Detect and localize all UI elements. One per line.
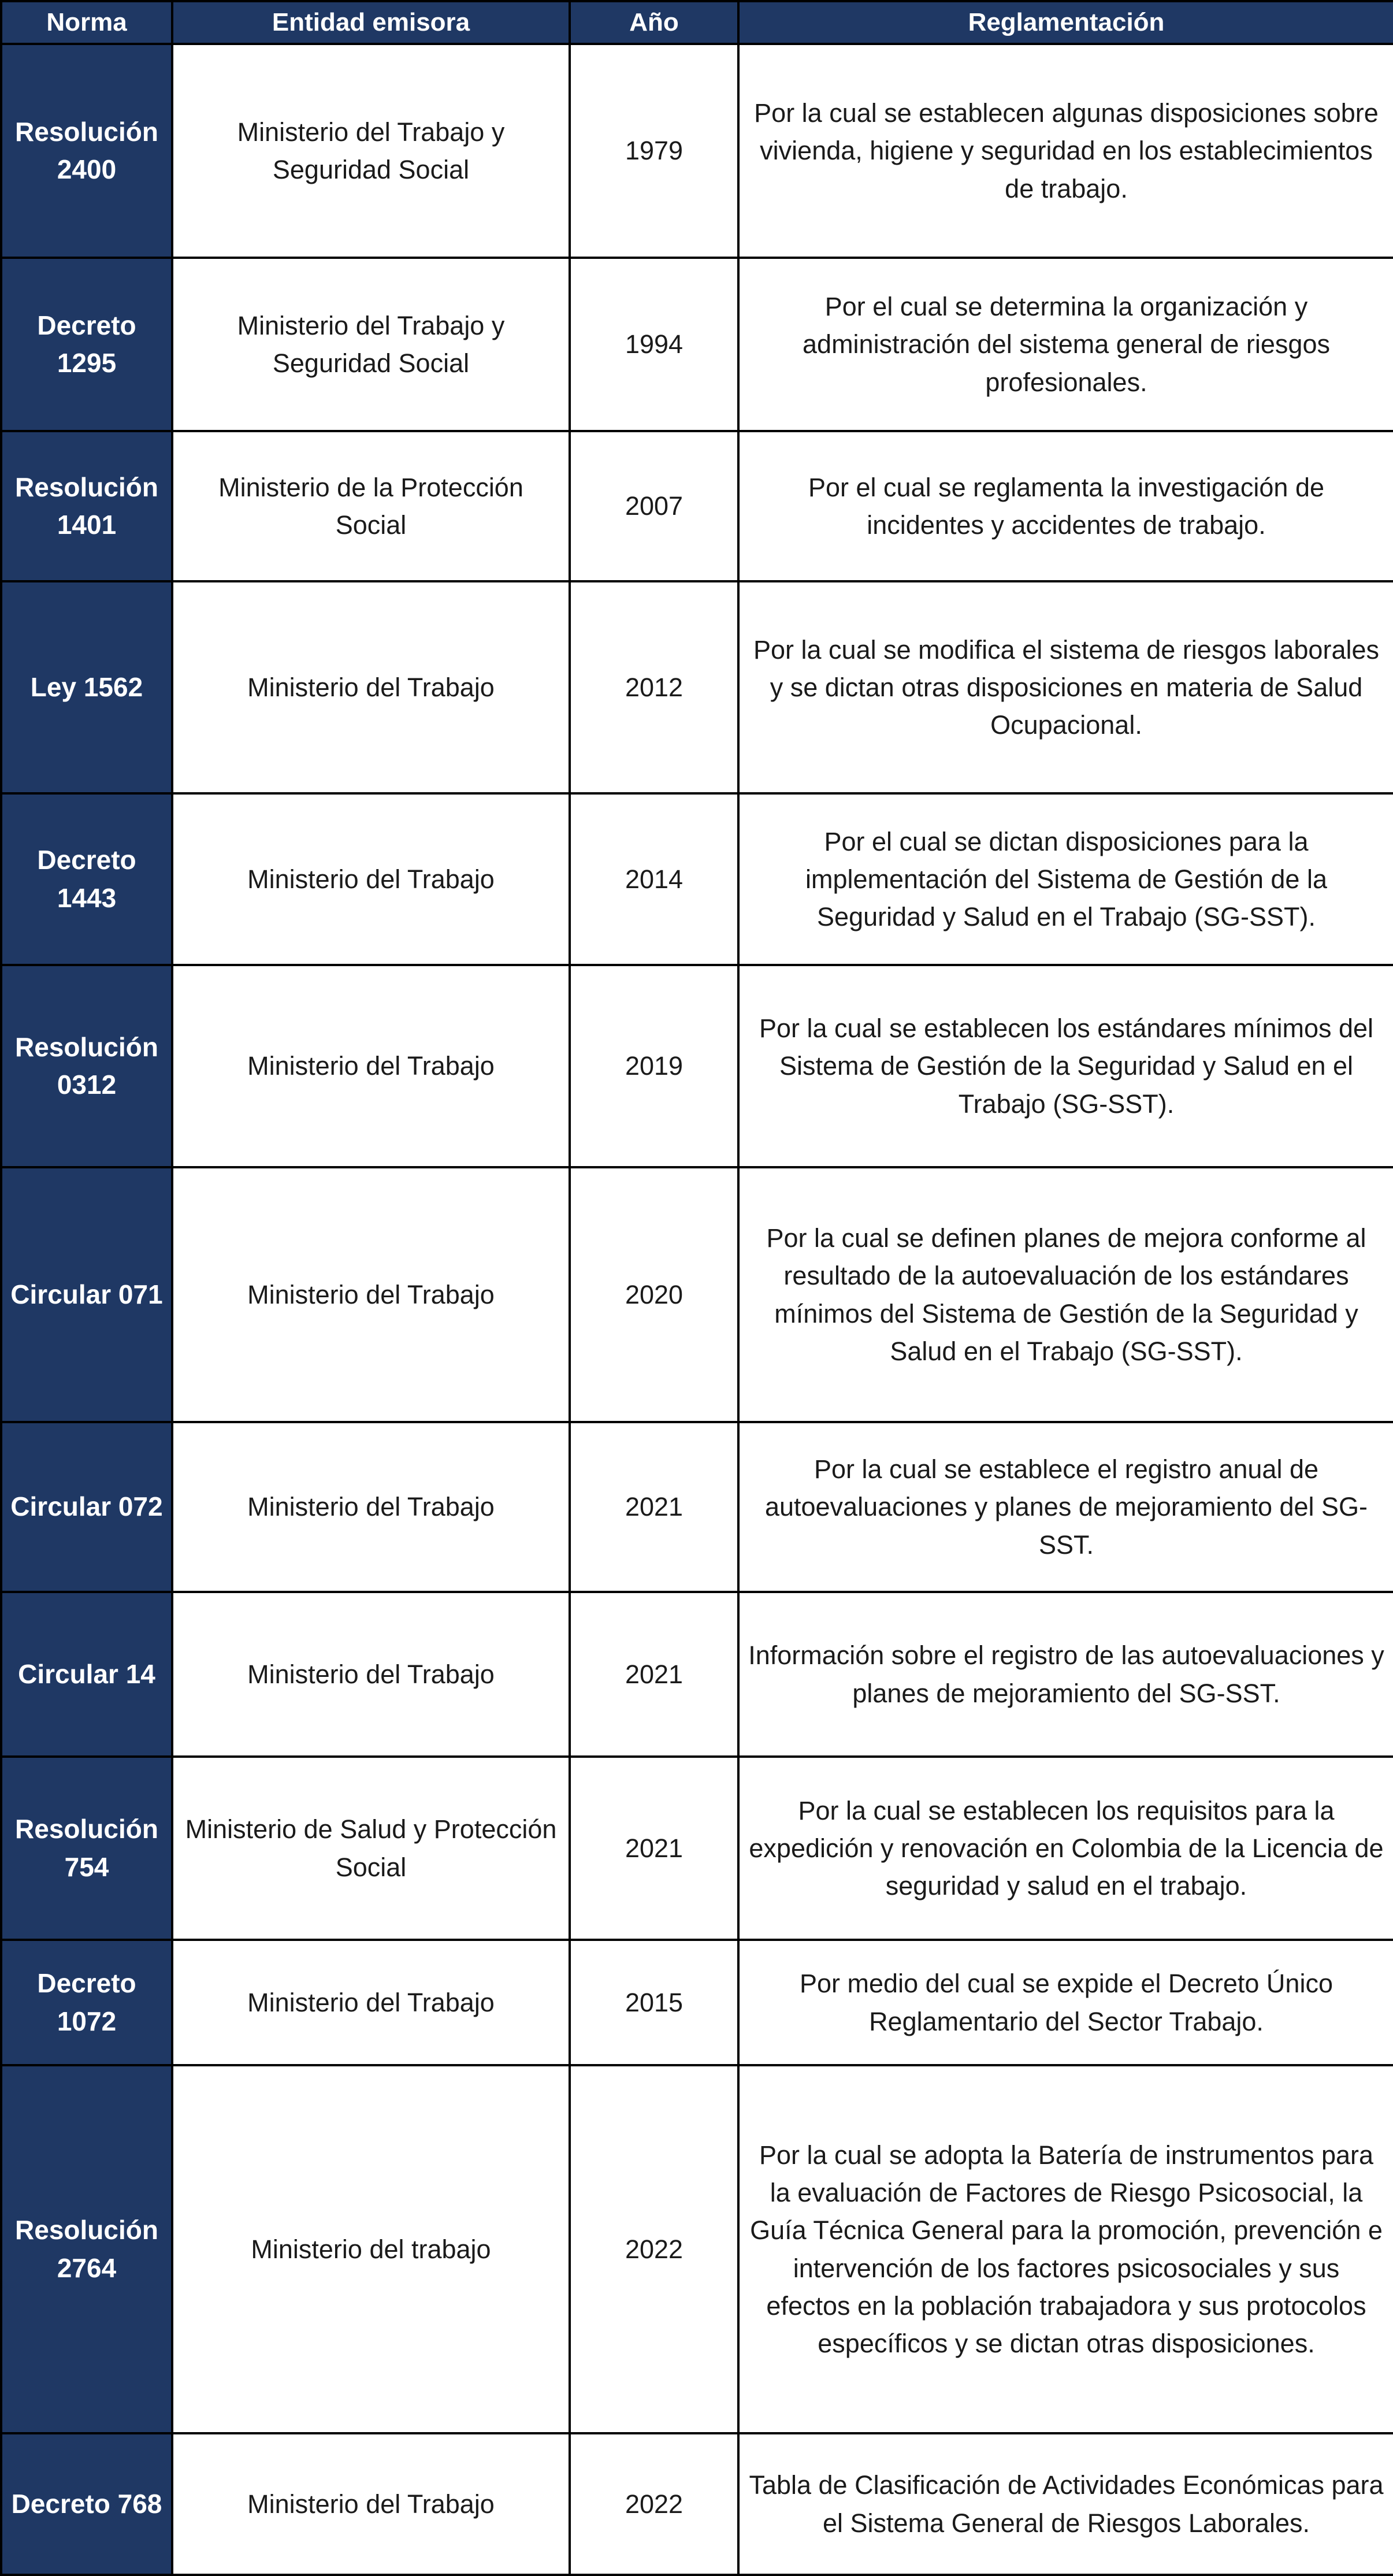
entidad-cell: Ministerio del Trabajo: [172, 581, 570, 793]
header-reglamentacion: Reglamentación: [738, 1, 1393, 44]
table-row: [1, 1757, 1393, 1940]
anio-cell: 2020: [570, 1167, 738, 1422]
header-norma: Norma: [1, 1, 172, 44]
norma-cell: Ley 1562: [1, 581, 172, 793]
anio-cell: 2015: [570, 1940, 738, 2065]
entidad-cell: Ministerio del Trabajo: [172, 1167, 570, 1422]
norma-cell: Circular 071: [1, 1167, 172, 1422]
anio-cell: 2007: [570, 431, 738, 581]
anio-cell: 2021: [570, 1757, 738, 1940]
table-row: [1, 1167, 1393, 1422]
reglamentacion-cell: Por la cual se modifica el sistema de riesgos laborales y se dictan otras disposiciones en materia de Salud Ocupacional.: [738, 581, 1393, 793]
table-row: [1, 2433, 1393, 2575]
table-row: [1, 1940, 1393, 2065]
entidad-cell: Ministerio del trabajo: [172, 2065, 570, 2433]
norma-cell: Resolución 2764: [1, 2065, 172, 2433]
table-row: [1, 1422, 1393, 1592]
table-header: [1, 1, 1393, 44]
table-row: [1, 431, 1393, 581]
entidad-cell: Ministerio del Trabajo: [172, 793, 570, 965]
norma-cell: Decreto 1443: [1, 793, 172, 965]
entidad-cell: Ministerio del Trabajo: [172, 1592, 570, 1757]
anio-cell: 2014: [570, 793, 738, 965]
reglamentacion-cell: Por el cual se determina la organización y administración del sistema general de riesgos profesionales.: [738, 258, 1393, 431]
reglamentacion-cell: Por la cual se establece el registro anual de autoevaluaciones y planes de mejoramiento del SG-SST.: [738, 1422, 1393, 1592]
entidad-cell: Ministerio de Salud y Protección Social: [172, 1757, 570, 1940]
entidad-cell: Ministerio del Trabajo y Seguridad Social: [172, 44, 570, 258]
anio-cell: 2021: [570, 1592, 738, 1757]
norma-cell: Resolución 0312: [1, 965, 172, 1167]
entidad-cell: Ministerio del Trabajo: [172, 965, 570, 1167]
header-row: [1, 1, 1393, 44]
norma-cell: Resolución 2400: [1, 44, 172, 258]
table-row: [1, 258, 1393, 431]
norma-cell: Resolución 754: [1, 1757, 172, 1940]
anio-cell: 1994: [570, 258, 738, 431]
anio-cell: 2012: [570, 581, 738, 793]
entidad-cell: Ministerio del Trabajo y Seguridad Social: [172, 258, 570, 431]
table-row: [1, 581, 1393, 793]
entidad-cell: Ministerio del Trabajo: [172, 2433, 570, 2575]
reglamentacion-cell: Por la cual se definen planes de mejora conforme al resultado de la autoevaluación de los estándares mínimos del Sistema de Gestión de la Seguridad y Salud en el Trabajo (SG-SST).: [738, 1167, 1393, 1422]
table-row: [1, 793, 1393, 965]
table-body: [1, 44, 1393, 2575]
header-entidad-emisora: Entidad emisora: [172, 1, 570, 44]
header-anio: Año: [570, 1, 738, 44]
norma-cell: Circular 14: [1, 1592, 172, 1757]
anio-cell: 2021: [570, 1422, 738, 1592]
reglamentacion-cell: Tabla de Clasificación de Actividades Económicas para el Sistema General de Riesgos Laborales.: [738, 2433, 1393, 2575]
entidad-cell: Ministerio del Trabajo: [172, 1422, 570, 1592]
reglamentacion-cell: Por la cual se establecen los estándares mínimos del Sistema de Gestión de la Seguridad y Salud en el Trabajo (SG-SST).: [738, 965, 1393, 1167]
entidad-cell: Ministerio de la Protección Social: [172, 431, 570, 581]
reglamentacion-cell: Por medio del cual se expide el Decreto Único Reglamentario del Sector Trabajo.: [738, 1940, 1393, 2065]
reglamentacion-cell: Por la cual se establecen algunas disposiciones sobre vivienda, higiene y seguridad en los establecimientos de trabajo.: [738, 44, 1393, 258]
norma-cell: Decreto 1295: [1, 258, 172, 431]
norma-cell: Resolución 1401: [1, 431, 172, 581]
reglamentacion-cell: Por la cual se adopta la Batería de instrumentos para la evaluación de Factores de Riesgo Psicosocial, la Guía Técnica General para la promoción, prevención e intervención de los factores psicosociales y sus efectos en la población trabajadora y sus protocolos específicos y se dictan otras disposiciones.: [738, 2065, 1393, 2433]
table-row: [1, 44, 1393, 258]
reglamentacion-cell: Por el cual se reglamenta la investigación de incidentes y accidentes de trabajo.: [738, 431, 1393, 581]
norma-cell: Decreto 1072: [1, 1940, 172, 2065]
entidad-cell: Ministerio del Trabajo: [172, 1940, 570, 2065]
reglamentacion-cell: Por el cual se dictan disposiciones para la implementación del Sistema de Gestión de la Seguridad y Salud en el Trabajo (SG-SST).: [738, 793, 1393, 965]
anio-cell: 2022: [570, 2433, 738, 2575]
table-row: [1, 965, 1393, 1167]
norma-cell: Decreto 768: [1, 2433, 172, 2575]
anio-cell: 1979: [570, 44, 738, 258]
norma-cell: Circular 072: [1, 1422, 172, 1592]
table-row: [1, 2065, 1393, 2433]
anio-cell: 2022: [570, 2065, 738, 2433]
reglamentacion-cell: Por la cual se establecen los requisitos para la expedición y renovación en Colombia de la Licencia de seguridad y salud en el trabajo.: [738, 1757, 1393, 1940]
table-row: [1, 1592, 1393, 1757]
anio-cell: 2019: [570, 965, 738, 1167]
reglamentacion-cell: Información sobre el registro de las autoevaluaciones y planes de mejoramiento del SG-SST.: [738, 1592, 1393, 1757]
